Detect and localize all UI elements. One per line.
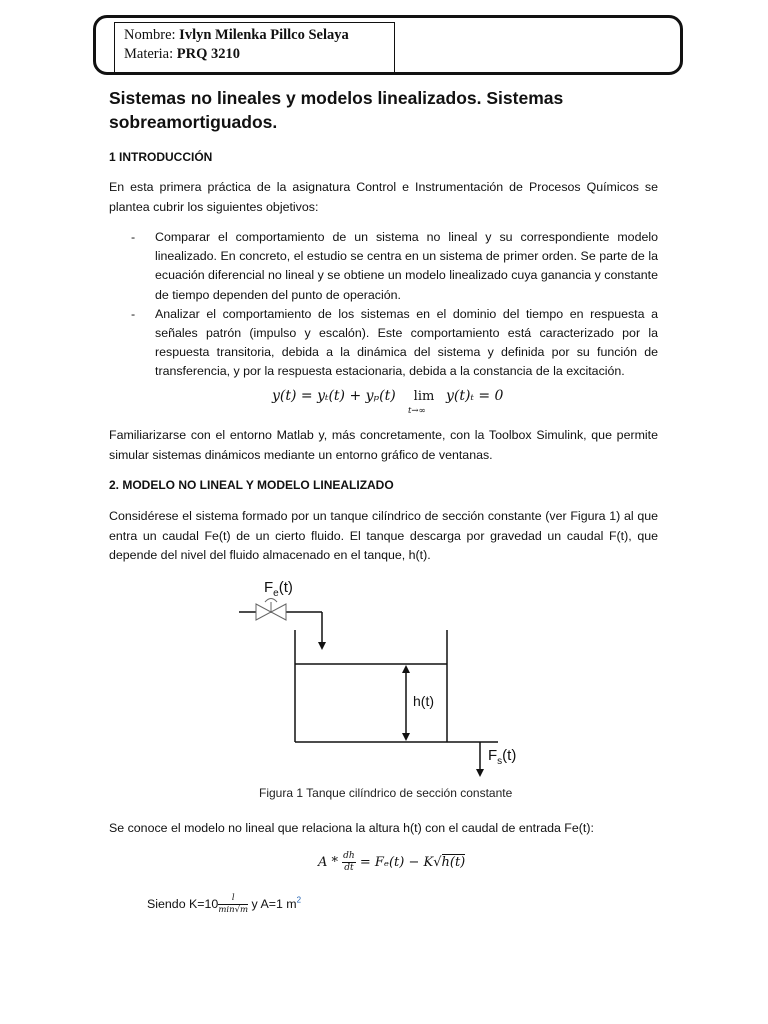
- bullet-text: Comparar el comportamiento de un sistema no lineal y su correspondiente modelo linealizado. En concreto, el estudio se centra en un sistema de primer orden. Se parte de la ecuación diferencial no lineal y se obtiene un modelo linealizado cuya ganancia y constante de tiempo dependen del punto de operación.: [155, 230, 658, 302]
- limit-equation: y(t)ₜ = 0: [446, 388, 504, 404]
- given-constants: [147, 893, 301, 916]
- derivative-fraction: $\frac{dh}{dt}$: [343, 851, 355, 873]
- list-item: [109, 228, 658, 305]
- subject-value: PRQ 3210: [176, 46, 240, 62]
- equation-lhs: A *: [318, 855, 339, 870]
- subject-line: [124, 45, 394, 64]
- name-label: Nombre:: [124, 27, 176, 43]
- section-2-paragraph: Considérese el sistema formado por un tanque cilíndrico de sección constante (ver Figura 1) al que entra un caudal Fe(t) de un cierto fluido. El tanque descarga por gravedad un caudal F(t), que depende del nivel del fluido almacenado en el tanque, h(t).: [109, 509, 658, 562]
- name-line: [124, 26, 394, 45]
- student-info-box: [114, 22, 395, 73]
- outflow-label: $F_s(t)$: [488, 747, 517, 767]
- figure-caption: Figura 1 Tanque cilíndrico de sección constante: [259, 786, 513, 800]
- response-equation: y(t) = yₜ(t) + yₚ(t): [272, 388, 396, 404]
- equation-sqrt: h(t): [441, 855, 466, 870]
- unit-fraction: $\frac{l}{\min√m}$: [218, 893, 249, 915]
- section-1-heading: 1 INTRODUCCIÓN: [109, 150, 213, 164]
- list-item: [109, 305, 658, 382]
- bullet-text: Analizar el comportamiento de los sistemas en el dominio del tiempo en respuesta a señales patrón (impulso y escalón). Este comportamiento está caracterizado por la respuesta transitoria, debida a la dinámica del sistema y definida por su función de transferencia, y por la respuesta estacionaria, debida a la constancia de la excitación.: [155, 306, 658, 379]
- area-exponent: 2: [296, 895, 302, 905]
- given-prefix: Siendo K=10: [147, 896, 219, 911]
- section-2-heading: 2. MODELO NO LINEAL Y MODELO LINEALIZADO: [109, 478, 394, 492]
- tank-diagram: [236, 576, 526, 786]
- limit-subscript: t→∞: [408, 406, 426, 416]
- bullet-marker: -: [131, 306, 136, 321]
- model-intro: Se conoce el modelo no lineal que relaciona la altura h(t) con el caudal de entrada Fe(t):: [109, 821, 594, 835]
- valve-icon: [256, 599, 286, 621]
- given-suffix: y A=1 m: [251, 896, 297, 911]
- limit-operator: lim: [413, 389, 435, 404]
- objectives-list: [109, 228, 658, 382]
- bullet-marker: -: [131, 230, 136, 244]
- inflow-label: $F_e(t)$: [264, 579, 293, 599]
- section-1-intro: En esta primera práctica de la asignatura Control e Instrumentación de Procesos Químicos se plantea cubrir los siguientes objetivos:: [109, 180, 658, 214]
- name-value: Ivlyn Milenka Pillco Selaya: [179, 27, 349, 43]
- familiarize-paragraph: Familiarizarse con el entorno Matlab y, más concretamente, con la Toolbox Simulink, que permite simular sistemas dinámicos mediante un entorno gráfico de ventanas.: [109, 428, 658, 462]
- subject-label: Materia:: [124, 46, 174, 62]
- equation-rhs: = Fₑ(t) − K: [359, 855, 434, 870]
- level-label: h(t): [413, 693, 434, 709]
- document-title: Sistemas no lineales y modelos linealizados. Sistemas sobreamortiguados.: [109, 88, 564, 132]
- nonlinear-model-equation: A * $\frac{dh}{dt}$ = Fₑ(t) − K√h(t): [318, 851, 466, 873]
